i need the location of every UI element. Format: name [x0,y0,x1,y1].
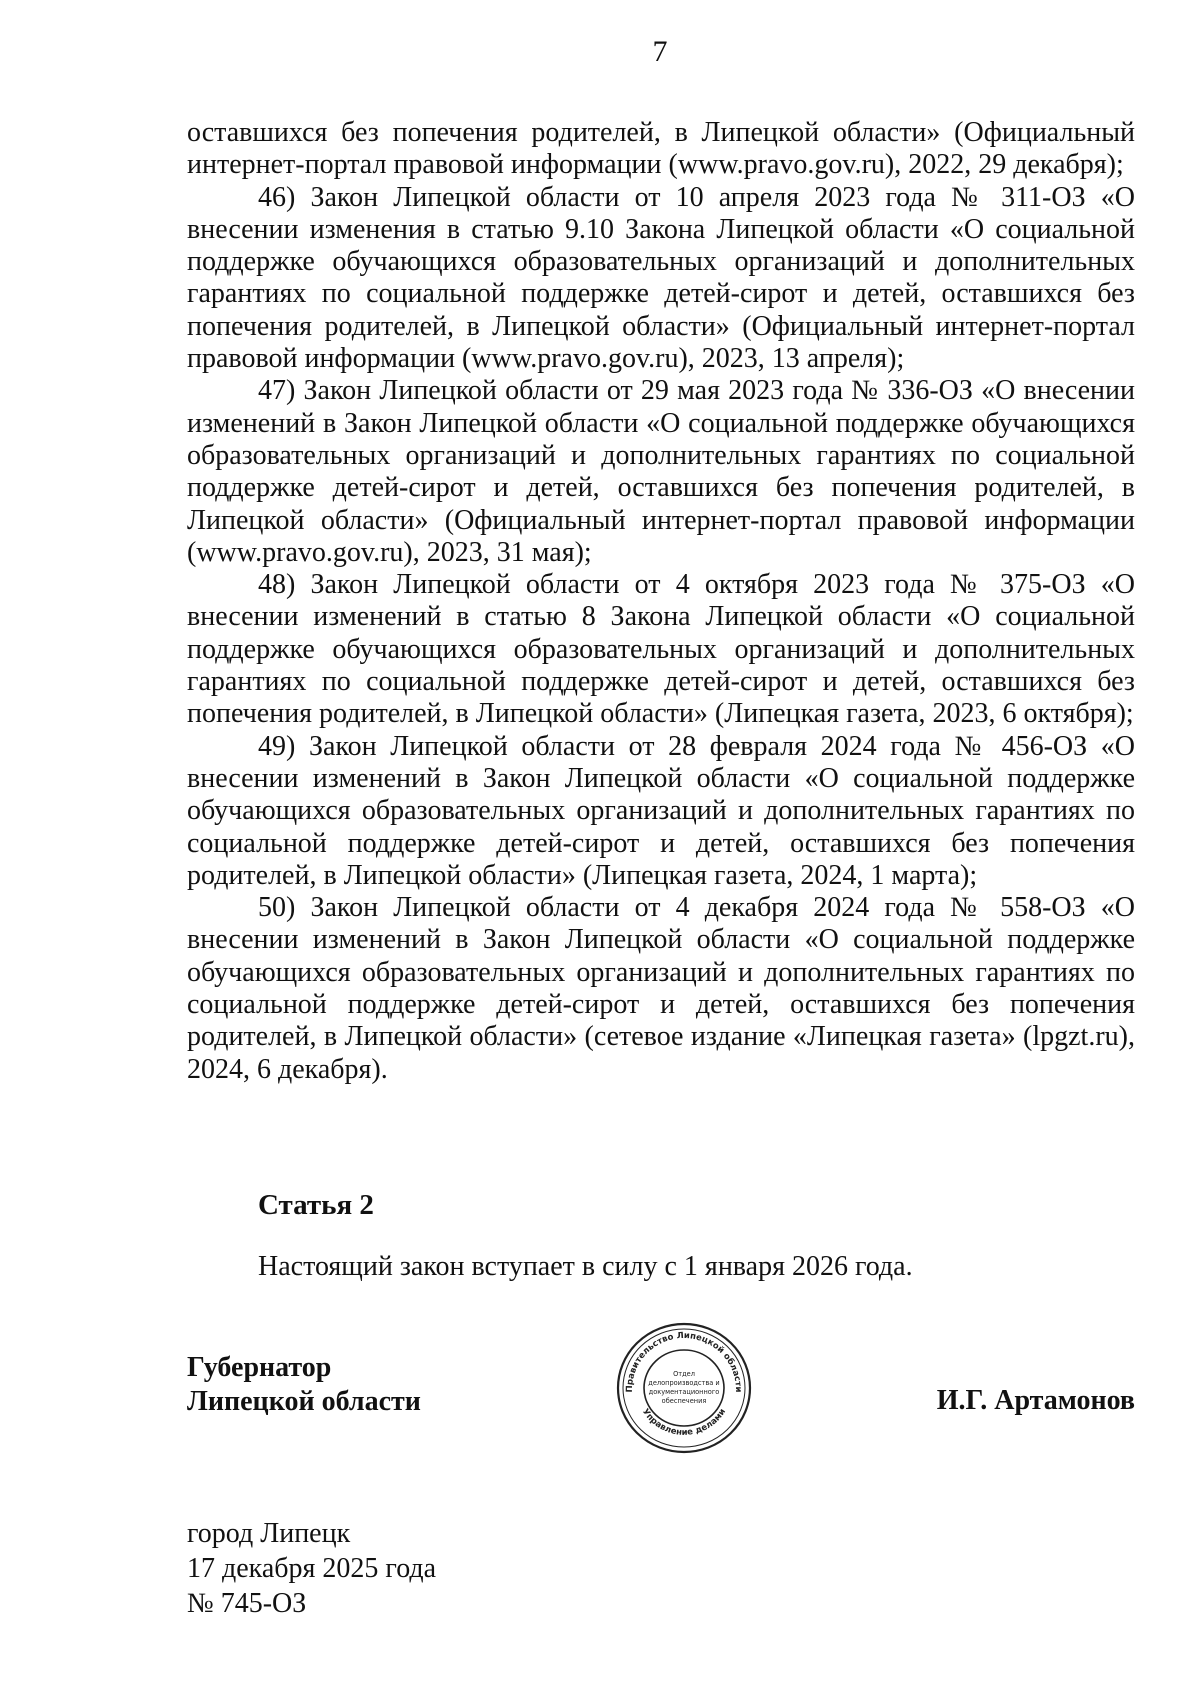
signatory-name: И.Г. Артамонов [936,1385,1135,1416]
paragraph-item-46: 46) Закон Липецкой области от 10 апреля 2023 года № 311-ОЗ «О внесении изменения в статью 9.10 Закона Липецкой области «О социальной поддержке обучающихся образовательных организаций и дополнительных гарантиях по социальной поддержке детей-сирот и детей, оставшихся без попечения родителей, в Липецкой области» (Официальный интернет-портал правовой информации (www.pravo.gov.ru), 2023, 13 апреля); [187,181,1135,375]
document-footer [187,1516,436,1621]
paragraph-item-48: 48) Закон Липецкой области от 4 октября 2023 года № 375-ОЗ «О внесении изменений в статью 8 Закона Липецкой области «О социальной поддержке обучающихся образовательных организаций и дополнительных гарантиях по социальной поддержке детей-сирот и детей, оставшихся без попечения родителей, в Липецкой области» (Липецкая газета, 2023, 6 октября); [187,569,1135,730]
article-heading: Статья 2 [258,1189,374,1221]
seal-inner-line-1: Отдел [673,1370,695,1378]
law-list-body [187,117,1135,1086]
official-seal-stamp [612,1318,756,1458]
seal-outer-text-path: Правительство Липецкой области [624,1330,744,1393]
signatory-title [187,1351,421,1419]
seal-inner-line-2: делопроизводства и [648,1379,720,1387]
seal-inner-line-4: обеспечения [661,1397,707,1405]
footer-law-number: № 745-ОЗ [187,1588,307,1619]
paragraph-item-49: 49) Закон Липецкой области от 28 февраля 2024 года № 456-ОЗ «О внесении изменений в Закон Липецкой области «О социальной поддержке обучающихся образовательных организаций и дополнительных гарантиях по социальной поддержке детей-сирот и детей, оставшихся без попечения родителей, в Липецкой области» (Липецкая газета, 2024, 1 марта); [187,730,1135,891]
signatory-title-line-1: Губернатор [187,1352,332,1383]
paragraph-continuation: оставшихся без попечения родителей, в Липецкой области» (Официальный интернет-портал правовой информации (www.pravo.gov.ru), 2022, 29 декабря); [187,117,1135,181]
page-number: 7 [652,35,668,68]
paragraph-item-47: 47) Закон Липецкой области от 29 мая 2023 года № 336-ОЗ «О внесении изменений в Закон Липецкой области «О социальной поддержке обучающихся образовательных организаций и дополнительных гарантиях по социальной поддержке детей-сирот и детей, оставшихся без попечения родителей, в Липецкой области» (Официальный интернет-портал правовой информации (www.pravo.gov.ru), 2023, 31 мая); [187,375,1135,568]
seal-bottom-text-path: Управление делами [639,1407,729,1438]
footer-date: 17 декабря 2025 года [187,1553,437,1584]
paragraph-item-50: 50) Закон Липецкой области от 4 декабря 2024 года № 558-ОЗ «О внесении изменений в Закон Липецкой области «О социальной поддержке обучающихся образовательных организаций и дополнительных гарантиях по социальной поддержке детей-сирот и детей, оставшихся без попечения родителей, в Липецкой области» (сетевое издание «Липецкая газета» (lpgzt.ru), 2024, 6 декабря). [187,892,1135,1085]
signatory-title-line-2: Липецкой области [187,1386,421,1417]
footer-city: город Липецк [187,1518,351,1549]
seal-inner-line-3: документационного [648,1388,720,1396]
article-text: Настоящий закон вступает в силу с 1 января 2026 года. [258,1251,913,1282]
